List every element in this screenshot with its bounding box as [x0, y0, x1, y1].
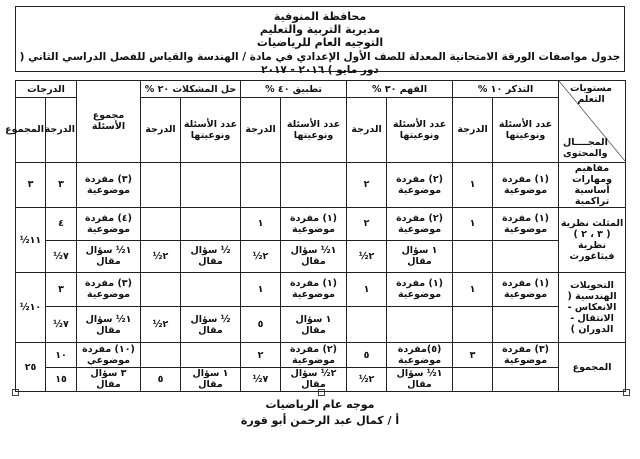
row-total: ١١½: [16, 208, 46, 273]
table-cell: (٢) مفردة موضوعية: [387, 208, 453, 240]
row-total: ١٠½: [16, 272, 46, 343]
table-row: [16, 208, 626, 240]
table-cell: (١) مفردة موضوعية: [493, 208, 559, 240]
table-cell: ١½ سؤال مقال: [281, 240, 347, 272]
table-row: [16, 240, 626, 272]
sub-grade: الدرجة: [453, 98, 493, 163]
specification-table: [5, 80, 626, 392]
table-cell: ٣: [453, 343, 493, 367]
table-cell: [493, 307, 559, 343]
table-cell: [453, 367, 493, 391]
row-total: ٢٥: [16, 343, 46, 392]
corner-bottom: المجــــال والمحتوى: [563, 137, 608, 160]
table-cell: [347, 307, 387, 343]
table-cell: ٢½: [141, 307, 181, 343]
table-cell: (١) مفردة موضوعية: [281, 208, 347, 240]
table-cell: [281, 162, 347, 207]
table-cell: ٤: [46, 208, 77, 240]
table-cell: [493, 240, 559, 272]
sub-count: عدد الأسئلة ونوعيتها: [181, 98, 241, 163]
total-questions-header: مجموع الأسئلة: [77, 81, 141, 163]
table-cell: ١: [453, 208, 493, 240]
table-cell: (٤) مفردة موضوعية: [77, 208, 141, 240]
sub-count: عدد الأسئلة ونوعيتها: [387, 98, 453, 163]
level-understanding: الفهم ٣٠ %: [347, 81, 453, 98]
table-cell: (٢) مفردة موضوعية: [281, 343, 347, 367]
table-cell: (١) مفردة موضوعية: [493, 162, 559, 207]
grades-header: الدرجات: [16, 81, 77, 98]
table-cell: ٢: [241, 343, 281, 367]
table-cell: [181, 343, 241, 367]
table-cell: ١: [453, 272, 493, 306]
table-cell: ٥: [347, 343, 387, 367]
table-cell: [141, 162, 181, 207]
row-label: المجموع: [559, 343, 626, 392]
corner-top: مستويات التعلم: [569, 83, 613, 106]
table-cell: ٢½: [141, 240, 181, 272]
table-cell: (٢) مفردة موضوعية: [387, 162, 453, 207]
sub-count: عدد الأسئلة ونوعيتها: [281, 98, 347, 163]
guidance: التوجيه العام للرياضيات: [256, 36, 384, 49]
table-cell: [181, 272, 241, 306]
footer-role: موجه عام الرياضيات: [265, 398, 375, 411]
table-row: [16, 343, 626, 367]
table-cell: [181, 162, 241, 207]
table-cell: ٧½: [46, 240, 77, 272]
table-cell: [181, 208, 241, 240]
row-label: المثلث نظرية ( ٣ ، ٢ ) نظرية فيثاغورث: [559, 208, 626, 273]
table-cell: [141, 343, 181, 367]
table-cell: ٣: [46, 162, 77, 207]
table-row: [16, 307, 626, 343]
sub-total: المجموع: [16, 98, 46, 163]
table-cell: (١) مفردة موضوعية: [493, 272, 559, 306]
table-cell: [453, 240, 493, 272]
level-application: تطبيق ٤٠ %: [241, 81, 347, 98]
table-cell: (٣) مفردة موضوعية: [77, 162, 141, 207]
table-cell: ١½ سؤال مقال: [387, 367, 453, 391]
table-row: [16, 367, 626, 391]
sub-grade: الدرجة: [241, 98, 281, 163]
table-cell: ١٠: [46, 343, 77, 367]
sub-grade: الدرجة: [141, 98, 181, 163]
table-cell: ٣: [16, 162, 46, 207]
sub-grade: الدرجة: [46, 98, 77, 163]
table-cell: (١٠) مفردة موضوعي: [77, 343, 141, 367]
table-cell: (١) مفردة موضوعية: [281, 272, 347, 306]
table-cell: ٢: [347, 162, 387, 207]
row-label: مفاهيم ومهارات أساسية تراكمية: [559, 162, 626, 207]
table-cell: (٣) مفردة موضوعية: [77, 272, 141, 306]
table-cell: ٣: [46, 272, 77, 306]
table-cell: [453, 307, 493, 343]
table-cell: ٢½: [347, 367, 387, 391]
table-cell: ٥: [241, 307, 281, 343]
table-cell: ١ سؤال مقال: [387, 240, 453, 272]
table-cell: ٧½: [46, 307, 77, 343]
table-cell: ٢½ سؤال مقال: [281, 367, 347, 391]
table-cell: ٣ سؤال مقال: [77, 367, 141, 391]
table-cell: ١: [241, 272, 281, 306]
table-cell: (٣) مفردة موضوعية: [493, 343, 559, 367]
table-cell: (٥)مفردة موضوعية: [387, 343, 453, 367]
table-cell: ٢½: [347, 240, 387, 272]
table-cell: ١½ سؤال مقال: [77, 240, 141, 272]
table-cell: [141, 208, 181, 240]
table-row: [16, 272, 626, 306]
level-recall: التذكر ١٠ %: [453, 81, 559, 98]
row-label: التحويلات الهندسية ( الانعكاس - الانتقال - الدوران ): [559, 272, 626, 343]
table-cell: ½ سؤال مقال: [181, 240, 241, 272]
sub-grade: الدرجة: [347, 98, 387, 163]
table-cell: ٧½: [241, 367, 281, 391]
footer-name: أ / كمال عبد الرحمن أبو قورة: [240, 414, 400, 427]
table-cell: ١٥: [46, 367, 77, 391]
table-cell: ٢½: [241, 240, 281, 272]
corner-cell: [559, 81, 626, 163]
table-cell: ½ سؤال مقال: [181, 307, 241, 343]
table-cell: ٢: [347, 208, 387, 240]
table-cell: ١ سؤال مقال: [181, 367, 241, 391]
table-cell: [387, 307, 453, 343]
table-cell: [241, 162, 281, 207]
directorate: مديرية التربية والتعليم: [259, 23, 381, 36]
table-cell: (١) مفردة موضوعية: [387, 272, 453, 306]
sub-count: عدد الأسئلة ونوعيتها: [493, 98, 559, 163]
table-cell: [141, 272, 181, 306]
governorate: محافظة المنوفية: [273, 10, 367, 23]
table-cell: ١½ سؤال مقال: [77, 307, 141, 343]
level-problem-solving: حل المشكلات ٢٠ %: [141, 81, 241, 98]
table-cell: ١: [347, 272, 387, 306]
table-cell: [493, 367, 559, 391]
table-cell: ٥: [141, 367, 181, 391]
table-cell: ١: [453, 162, 493, 207]
table-row: [16, 162, 626, 207]
table-cell: ١: [241, 208, 281, 240]
header-box: [15, 6, 625, 76]
table-cell: ١ سؤال مقال: [281, 307, 347, 343]
document-title: جدول مواصفات الورقة الامتحانية المعدلة للصف الأول الإعدادي في مادة / الهندسة والقياس للفصل الدراسي الثاني ( دور مايو ) ٢٠١٦ - ٢٠١٧: [19, 51, 621, 76]
